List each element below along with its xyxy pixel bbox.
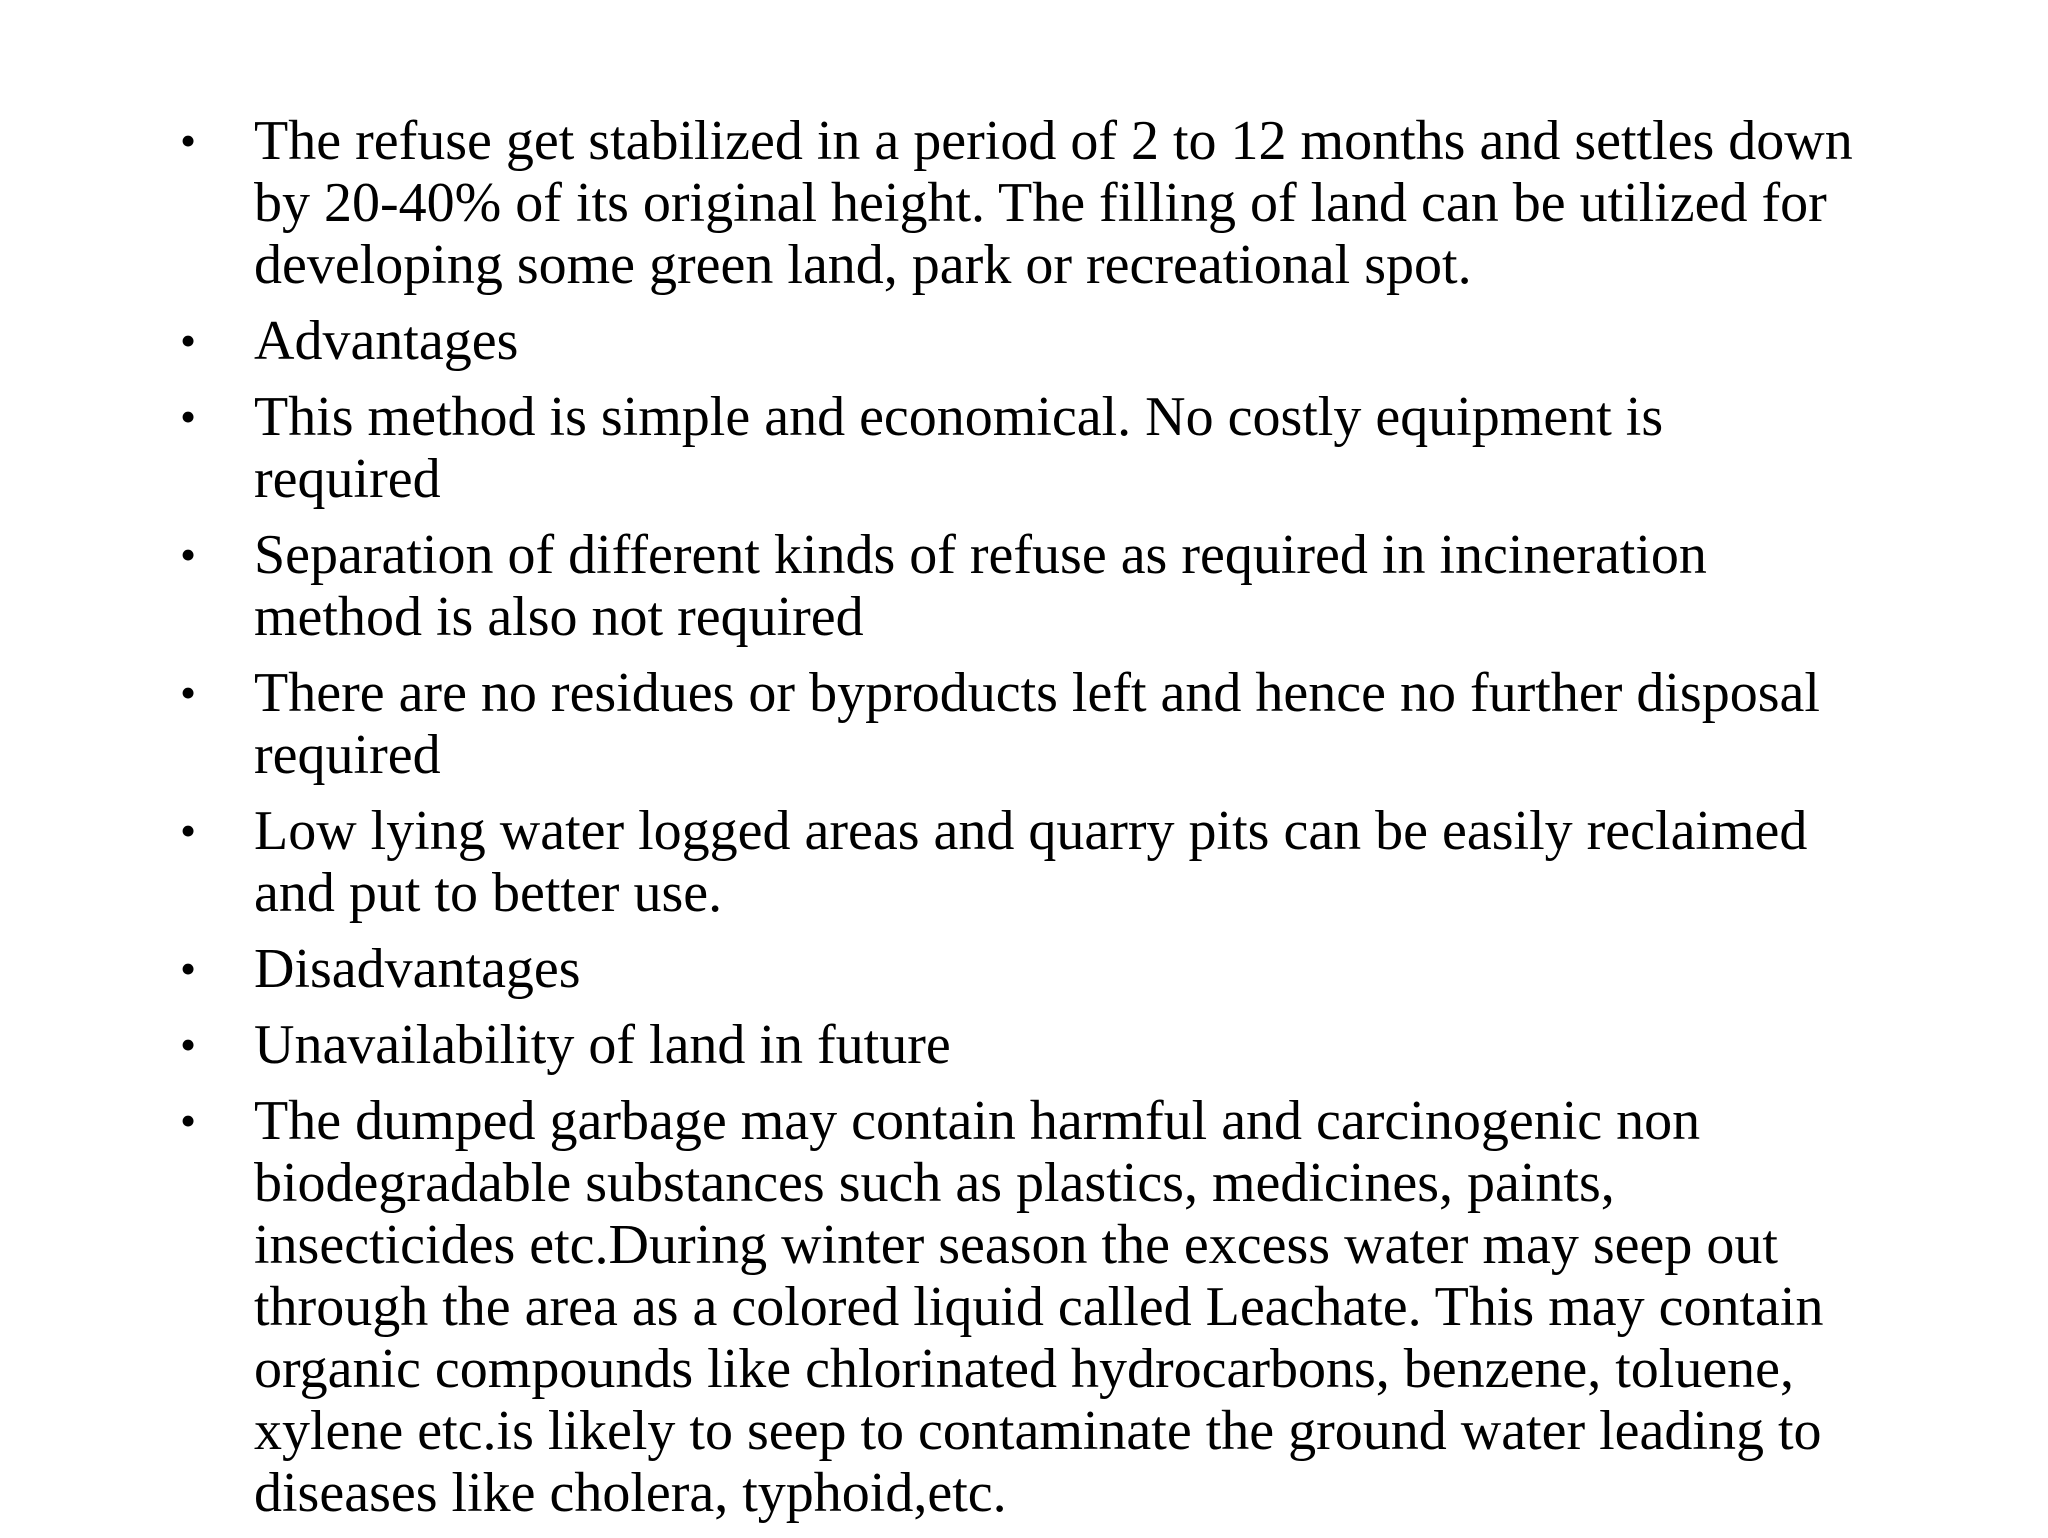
bullet-icon: •	[180, 943, 197, 994]
bullet-icon: •	[180, 1095, 197, 1146]
bullet-icon: •	[180, 315, 197, 366]
advantages-heading: Advantages	[254, 310, 519, 372]
list-item	[168, 938, 1928, 1000]
disadvantages-heading: Disadvantages	[254, 938, 581, 1000]
list-item	[168, 524, 1928, 648]
bullet-icon: •	[180, 115, 197, 166]
bullet-text: The dumped garbage may contain harmful and carcinogenic non biodegradable substances such as plastics, medicines, paints, insecticides etc.During winter season the excess water may seep out through the area as a colored liquid called Leachate. This may contain organic compounds like chlorinated hydrocarbons, benzene, toluene, xylene etc.is likely to seep to contaminate the ground water leading to diseases like cholera, typhoid,etc.	[254, 1090, 1824, 1524]
list-item	[168, 110, 1928, 296]
bullet-icon: •	[180, 529, 197, 580]
list-item	[168, 1014, 1928, 1076]
list-item	[168, 800, 1928, 924]
list-item	[168, 662, 1928, 786]
bullet-icon: •	[180, 1019, 197, 1070]
bullet-text: There are no residues or byproducts left and hence no further disposal required	[254, 662, 1820, 786]
list-item	[168, 386, 1928, 510]
bullet-text: Low lying water logged areas and quarry pits can be easily reclaimed and put to better use.	[254, 800, 1808, 924]
bullet-text: This method is simple and economical. No costly equipment is required	[254, 386, 1664, 510]
bullet-icon: •	[180, 805, 197, 856]
bullet-icon: •	[180, 667, 197, 718]
bullet-icon: •	[180, 391, 197, 442]
bullet-text: The refuse get stabilized in a period of 2 to 12 months and settles down by 20-40% of its original height. The filling of land can be utilized for developing some green land, park or recreational spot.	[254, 110, 1853, 296]
list-item	[168, 1090, 1928, 1524]
list-item	[168, 310, 1928, 372]
bullet-list	[168, 110, 1928, 1538]
bullet-text: Separation of different kinds of refuse as required in incineration method is also not required	[254, 524, 1707, 648]
bullet-text: Unavailability of land in future	[254, 1014, 951, 1076]
